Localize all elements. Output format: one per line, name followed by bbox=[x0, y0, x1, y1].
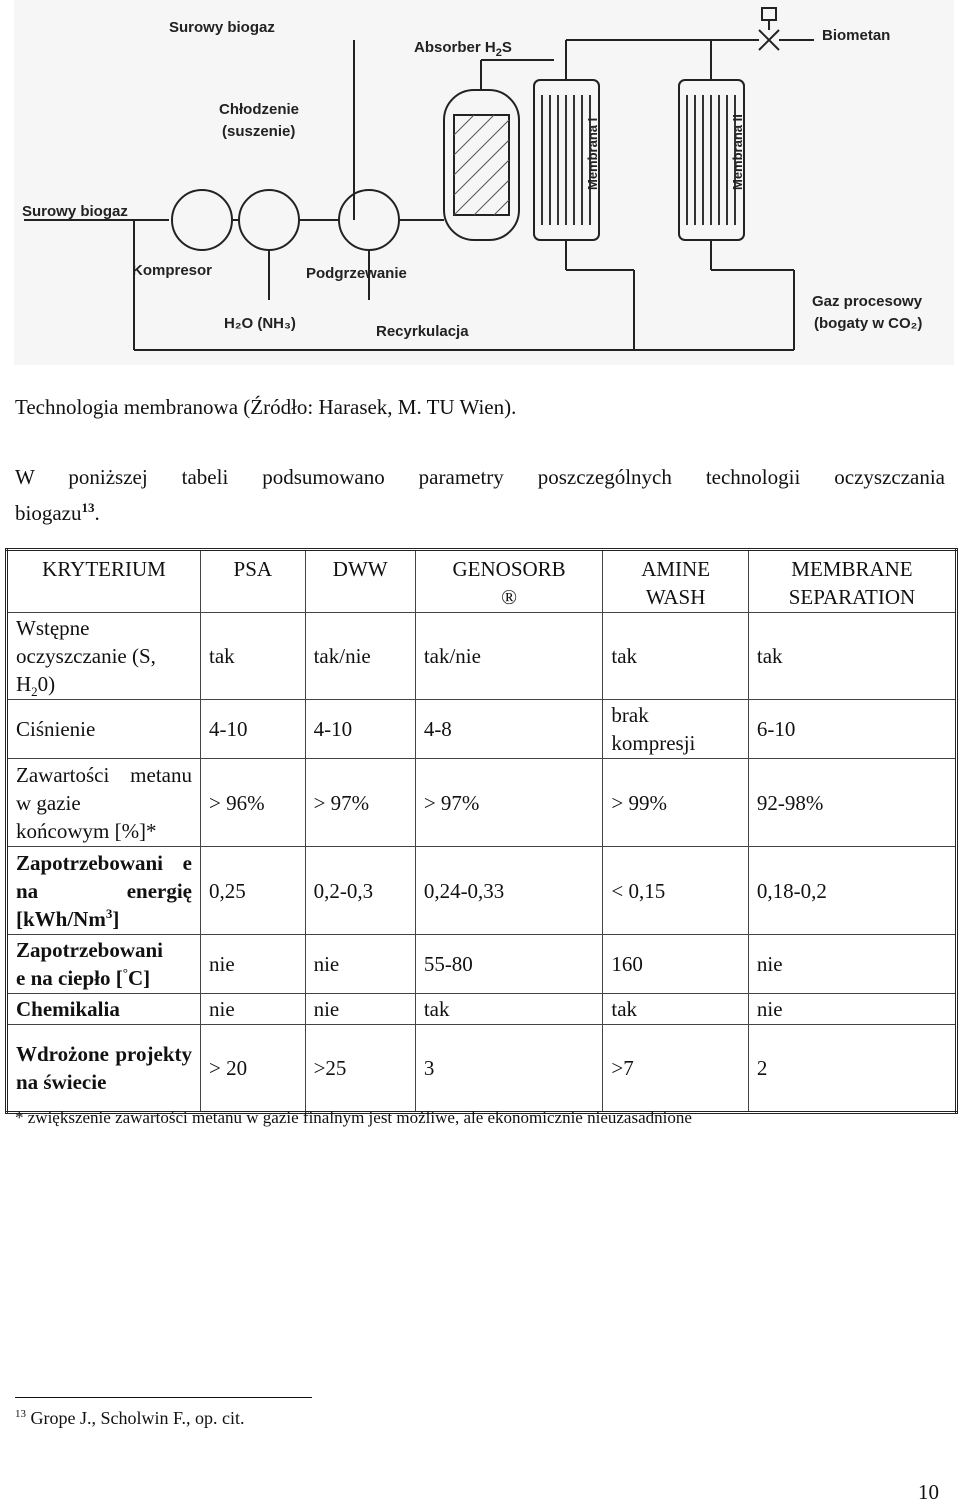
compressor-label: Kompresor bbox=[132, 262, 213, 279]
header-amine-wash: AMINE WASH bbox=[603, 550, 749, 613]
table-cell: brak kompresji bbox=[603, 700, 749, 759]
table-row bbox=[7, 700, 957, 759]
table-cell: tak bbox=[201, 613, 306, 700]
cooling-label: Chłodzenie bbox=[219, 101, 300, 118]
row-criterion: Zapotrzebowani e na energię [kWh/Nm$^3$] bbox=[7, 847, 201, 935]
table-row bbox=[7, 994, 957, 1025]
table-cell: tak/nie bbox=[415, 613, 603, 700]
table-cell: > 97% bbox=[305, 759, 415, 847]
condensate-label: H₂O (NH₃) bbox=[224, 315, 296, 332]
table-cell: 6-10 bbox=[748, 700, 956, 759]
table-cell: 0,24-0,33 bbox=[415, 847, 603, 935]
table-cell: 160 bbox=[603, 935, 749, 994]
process-gas-label: Gaz procesowy bbox=[812, 293, 923, 310]
table-cell: nie bbox=[748, 935, 956, 994]
table-row bbox=[7, 935, 957, 994]
table-cell: 3 bbox=[415, 1025, 603, 1113]
table-cell: > 96% bbox=[201, 759, 306, 847]
table-cell: < 0,15 bbox=[603, 847, 749, 935]
figure-caption: Technologia membranowa (Źródło: Harasek, M. TU Wien). bbox=[15, 395, 517, 419]
table-cell: nie bbox=[201, 935, 306, 994]
table-cell: 2 bbox=[748, 1025, 956, 1113]
table-cell: tak bbox=[415, 994, 603, 1025]
header-psa: PSA bbox=[201, 550, 306, 613]
header-genosorb: GENOSORB ® bbox=[415, 550, 603, 613]
row-criterion: Chemikalia bbox=[7, 994, 201, 1025]
table-cell: 55-80 bbox=[415, 935, 603, 994]
table-cell: 0,25 bbox=[201, 847, 306, 935]
raw-biogas-left-label: Surowy biogaz bbox=[22, 203, 128, 220]
footnote-ref: 13 bbox=[81, 500, 95, 515]
table-cell: nie bbox=[201, 994, 306, 1025]
row-criterion: Ciśnienie bbox=[7, 700, 201, 759]
table-row bbox=[7, 847, 957, 935]
table-cell: tak bbox=[748, 613, 956, 700]
raw-biogas-top-label: Surowy biogaz bbox=[169, 19, 275, 36]
table-cell: > 97% bbox=[415, 759, 603, 847]
table-cell: tak/nie bbox=[305, 613, 415, 700]
header-dww: DWW bbox=[305, 550, 415, 613]
table-cell: tak bbox=[603, 613, 749, 700]
table-row bbox=[7, 1025, 957, 1113]
table-cell: > 99% bbox=[603, 759, 749, 847]
technology-comparison-table bbox=[5, 548, 958, 1114]
heating-label: Podgrzewanie bbox=[306, 265, 407, 282]
table-cell: tak bbox=[603, 994, 749, 1025]
recirculation-label: Recyrkulacja bbox=[376, 323, 469, 340]
table-cell: > 20 bbox=[201, 1025, 306, 1113]
drying-label: (suszenie) bbox=[222, 123, 296, 140]
table-cell: 92-98% bbox=[748, 759, 956, 847]
membrane-process-diagram bbox=[14, 0, 954, 365]
table-row bbox=[7, 613, 957, 700]
row-criterion: Zawartości metanu w gazie końcowym [%]* bbox=[7, 759, 201, 847]
process-gas-sub-label: (bogaty w CO₂) bbox=[814, 315, 923, 332]
membrane-1-label: Membrana I bbox=[585, 117, 600, 190]
table-cell: nie bbox=[305, 935, 415, 994]
page-number: 10 bbox=[918, 1480, 939, 1504]
intro-line-1: W poniższej tabeli podsumowano parametry poszczególnych technologii oczyszczania bbox=[15, 465, 945, 489]
biomethane-label: Biometan bbox=[822, 27, 891, 44]
table-header-row bbox=[7, 550, 957, 613]
table-cell: nie bbox=[305, 994, 415, 1025]
table-note: * zwiększenie zawartości metanu w gazie finalnym jest możliwe, ale ekonomicznie nieuzasadnione bbox=[15, 1108, 692, 1127]
row-criterion: Zapotrzebowani e na ciepło [°C] bbox=[7, 935, 201, 994]
table-cell: 0,18-0,2 bbox=[748, 847, 956, 935]
header-criterion: KRYTERIUM bbox=[7, 550, 201, 613]
header-membrane-separation: MEMBRANE SEPARATION bbox=[748, 550, 956, 613]
footnote-divider bbox=[15, 1397, 312, 1398]
footnote: $^{13}$ Grope J., Scholwin F., op. cit. bbox=[15, 1408, 245, 1428]
table-cell: 4-8 bbox=[415, 700, 603, 759]
absorber-label: Absorber $H_2S$ bbox=[414, 39, 512, 59]
row-criterion: Wstępne oczyszczanie (S, $H_20$) bbox=[7, 613, 201, 700]
table-row bbox=[7, 759, 957, 847]
membrane-2-label: Membrana II bbox=[730, 114, 745, 190]
table-cell: 4-10 bbox=[201, 700, 306, 759]
table-cell: >25 bbox=[305, 1025, 415, 1113]
table-cell: nie bbox=[748, 994, 956, 1025]
table-cell: 0,2-0,3 bbox=[305, 847, 415, 935]
table-cell: 4-10 bbox=[305, 700, 415, 759]
row-criterion: Wdrożone projekty na świecie bbox=[7, 1025, 201, 1113]
table-cell: >7 bbox=[603, 1025, 749, 1113]
intro-line-2: biogazu$^{13}$. bbox=[15, 500, 100, 525]
